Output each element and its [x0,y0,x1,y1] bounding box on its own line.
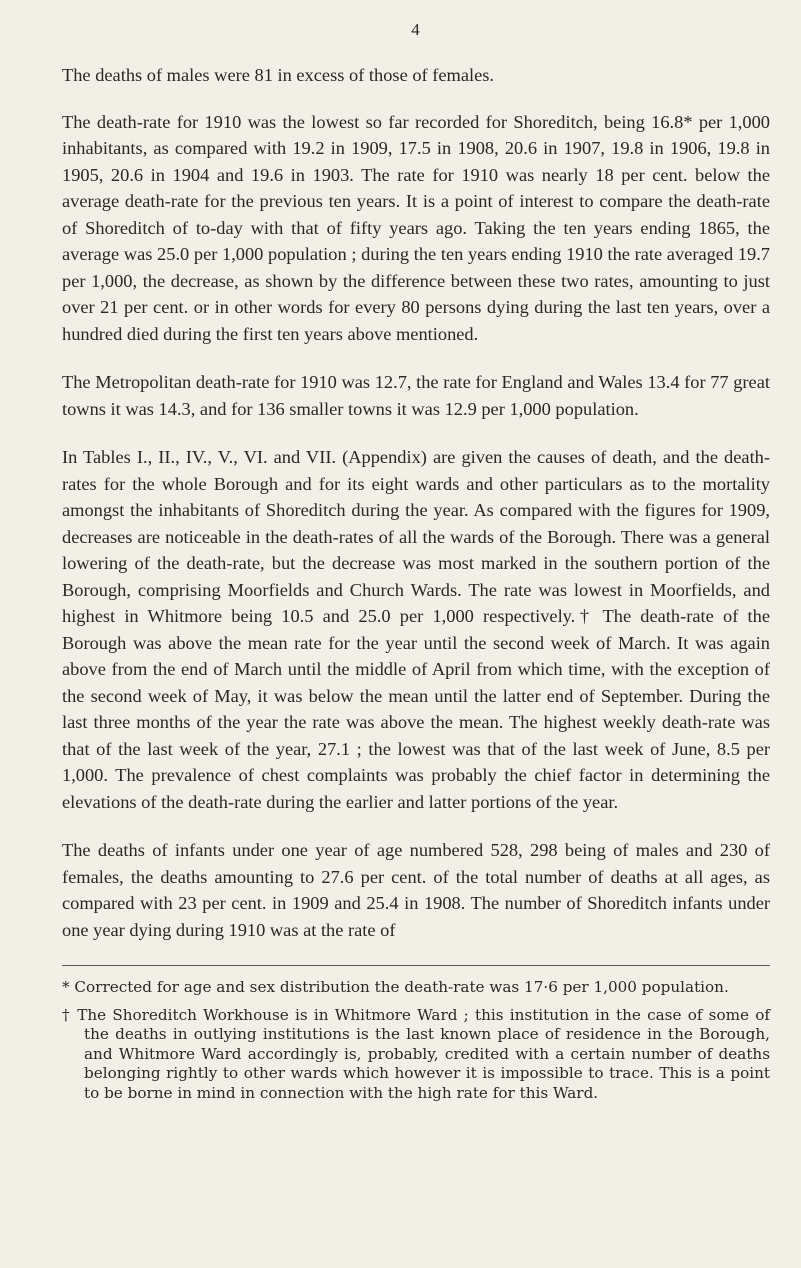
page-number: 4 [411,20,421,39]
paragraph-death-rate-1910: The death-rate for 1910 was the lowest so far recorded for Shoreditch, being 16.8* per 1,000 inhabitants, as compared with 19.2 in 1909, 17.5 in 1908, 20.6 in 1907, 19.8 in 1906, 19.8 in 1905, 20.6 in 1904 and 19.6 in 1903. The rate for 1910 was nearly 18 per cent. below the average death-rate for the previous ten years. It is a point of interest to compare the death-rate of Shoreditch of to-day with that of fifty years ago. Taking the ten years ending 1865, the average was 25.0 per 1,000 population ; during the ten years ending 1910 the rate averaged 19.7 per 1,000, the decrease, as shown by the difference between these two rates, amounting to just over 21 per cent. or in other words for every 80 persons dying during the last ten years, over a hundred died during the first ten years above mentioned. [62,111,770,344]
footnote-divider [62,965,770,966]
footnote-workhouse: † The Shoreditch Workhouse is in Whitmore Ward ; this institution in the case of some of the deaths in outlying institutions is the last known place of residence in the Borough, and Whitmore Ward accordingly is, probably, credited with a certain number of deaths belonging rightly to other wards which however it is impossible to trace. This is a point to be borne in mind in connection with the high rate for this Ward. [62,1005,770,1102]
paragraph-infant-deaths: The deaths of infants under one year of age numbered 528, 298 being of males and 230 of females, the deaths amounting to 27.6 per cent. of the total number of deaths at all ages, as compared with 23 per cent. in 1909 and 25.4 in 1908. The number of Shoreditch infants under one year dying during 1910 was at the rate of [62,840,770,940]
footnote-corrected-rate: * Corrected for age and sex distribution the death-rate was 17·6 per 1,000 population. [62,978,729,996]
document-page [62,20,770,1111]
paragraph-metropolitan-rate: The Metropolitan death-rate for 1910 was 12.7, the rate for England and Wales 13.4 for 77 great towns it was 14.3, and for 136 smaller towns it was 12.9 per 1,000 population. [62,372,770,419]
paragraph-tables-wards: In Tables I., II., IV., V., VI. and VII. (Appendix) are given the causes of death, and the death-rates for the whole Borough and for its eight wards and other particulars as to the mortality amongst the inhabitants of Shoreditch during the year. As compared with the figures for 1909, decreases are noticeable in the death-rates of all the wards of the Borough. There was a general lowering of the death-rate, but the decrease was most marked in the southern portion of the Borough, comprising Moorfields and Church Wards. The rate was lowest in Moorfields, and highest in Whitmore being 10.5 and 25.0 per 1,000 respectively.† The death-rate of the Borough was above the mean rate for the year until the second week of March. It was again above from the end of March until the middle of April from which time, with the exception of the second week of May, it was below the mean until the latter end of September. During the last three months of the year the rate was above the mean. The highest weekly death-rate was that of the last week of the year, 27.1 ; the lowest was that of the last week of June, 8.5 per 1,000. The prevalence of chest complaints was probably the chief factor in determining the elevations of the death-rate during the earlier and latter portions of the year. [62,447,770,812]
paragraph-male-deaths: The deaths of males were 81 in excess of those of females. [62,65,495,85]
